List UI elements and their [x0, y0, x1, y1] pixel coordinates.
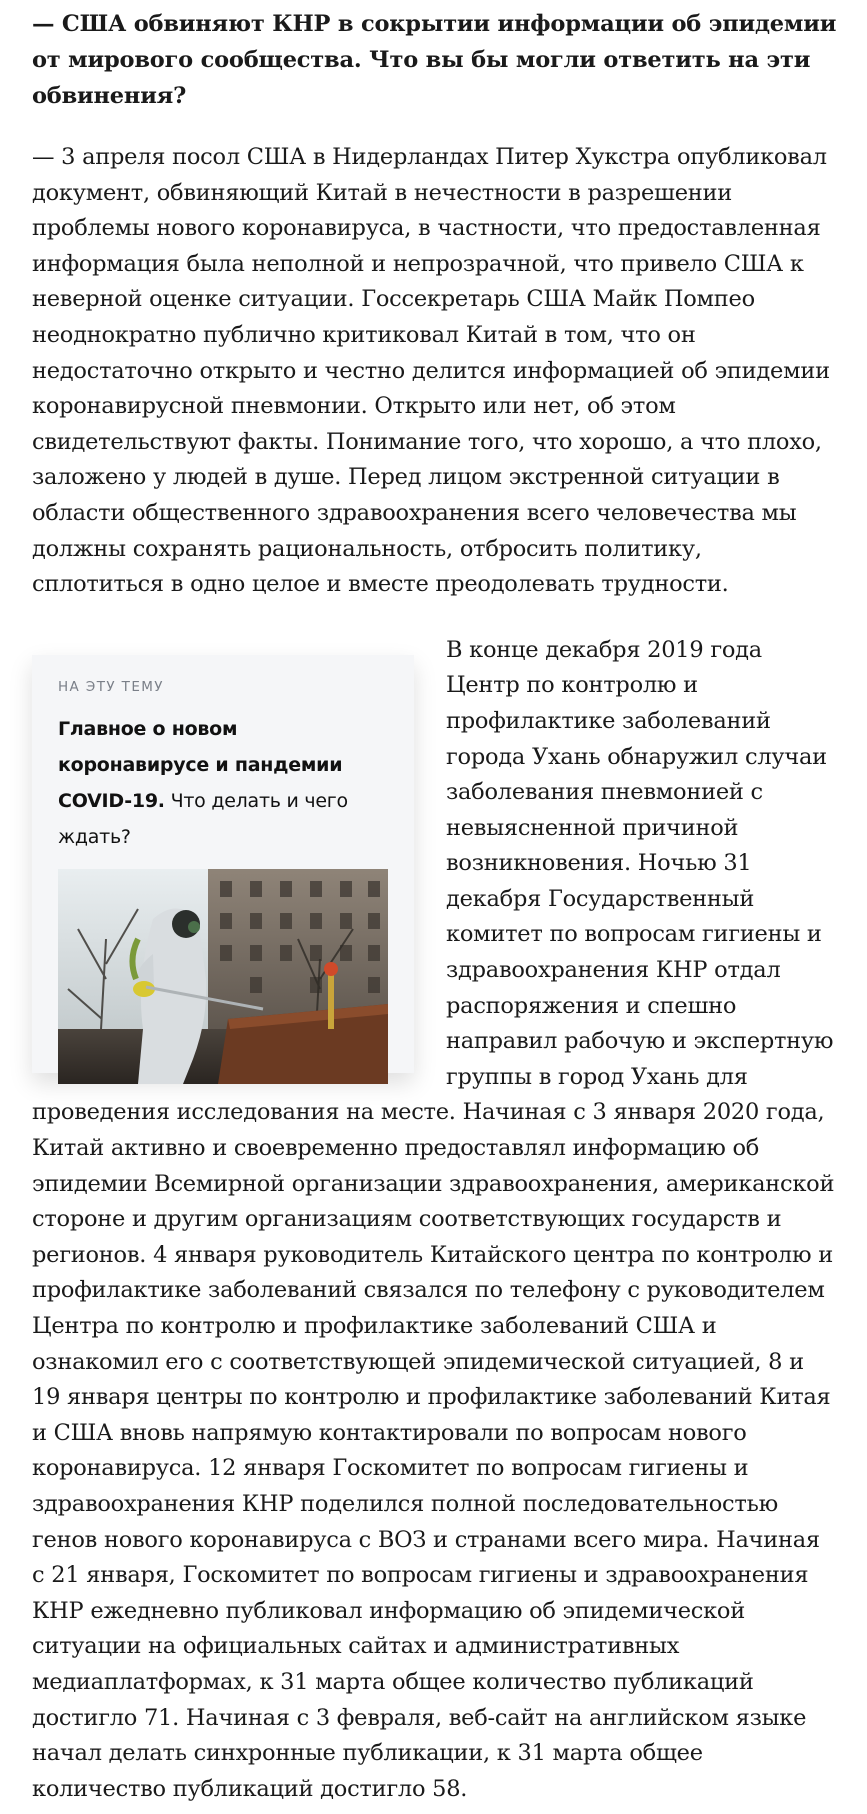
- related-article-card[interactable]: [32, 655, 414, 1073]
- related-title-rest: Что делать и чего ждать?: [58, 789, 348, 848]
- disinfection-worker-photo[interactable]: [58, 869, 388, 1084]
- timeline-paragraph-rest: города Ухань обнаружил случаи заболевания пневмонией с невыясненной причиной возникновения. Ночью 31 декабря Государственный комитет по вопросам гигиены и здравоохранения КНР отдал распоряжения и спешно направил рабочую и экспертную группы в город Ухань для проведения исследования на месте. Начиная с 3 января 2020 года, Китай активно и своевременно предоставлял информацию об эпидемии Всемирной организации здравоохранения, американской стороне и другим организациям соответствующих государств и регионов. 4 января руководитель Китайского центра по контролю и профилактике заболеваний связался по телефону с руководителем Центра по контролю и профилактике заболеваний США и ознакомил его с соответствующей эпидемической ситуацией, 8 и 19 января центры по контролю и профилактике заболеваний Китая и США вновь напрямую контактировали по вопросам нового коронавируса. 12 января Госкомитет по вопросам гигиены и здравоохранения КНР поделился полной последовательностью генов нового коронавируса с ВОЗ и странами всего мира. Начиная с 21 января, Госкомитет по вопросам гигиены и здравоохранения КНР ежедневно публиковал информацию об эпидемической ситуации на официальных сайтах и административных медиаплатформах, к 31 марта общее количество публикаций достигло 71. Начиная с 3 февраля, веб-сайт на английском языке начал делать синхронные публикации, к 31 марта общее количество публикаций достигло 58.: [32, 743, 835, 1802]
- timeline-paragraph-start: В конце декабря 2019 года Центр по контролю и профилактике заболеваний: [446, 636, 771, 734]
- answer-paragraph: — 3 апреля посол США в Нидерландах Питер Хукстра опубликовал документ, обвиняющий Китай в нечестности в разрешении проблемы нового коронавируса, в частности, что предоставленная информация была неполной и непрозрачной, что привело США к неверной оценке ситуации. Госсекретарь США Майк Помпео неоднократно публично критиковал Китай в том, что он недостаточно открыто и честно делится информацией об эпидемии коронавирусной пневмонии. Открыто или нет, об этом свидетельствуют факты. Понимание того, что хорошо, а что плохо, заложено у людей в душе. Перед лицом экстренной ситуации в области общественного здравоохранения всего человечества мы должны сохранять рациональность, отбросить политику, сплотиться в одно целое и вместе преодолевать трудности.: [32, 144, 830, 598]
- related-title-bold: Главное о новом коронавирусе и пандемии COVID-19.: [58, 717, 343, 812]
- timeline-paragraph-block: [32, 633, 838, 1808]
- related-kicker: НА ЭТУ ТЕМУ: [58, 678, 164, 695]
- interview-question: — США обвиняют КНР в сокрытии информации об эпидемии от мирового сообщества. Что вы бы могли ответить на эти обвинения?: [32, 11, 837, 109]
- related-article-link[interactable]: [58, 711, 388, 855]
- article-body: [32, 0, 838, 1807]
